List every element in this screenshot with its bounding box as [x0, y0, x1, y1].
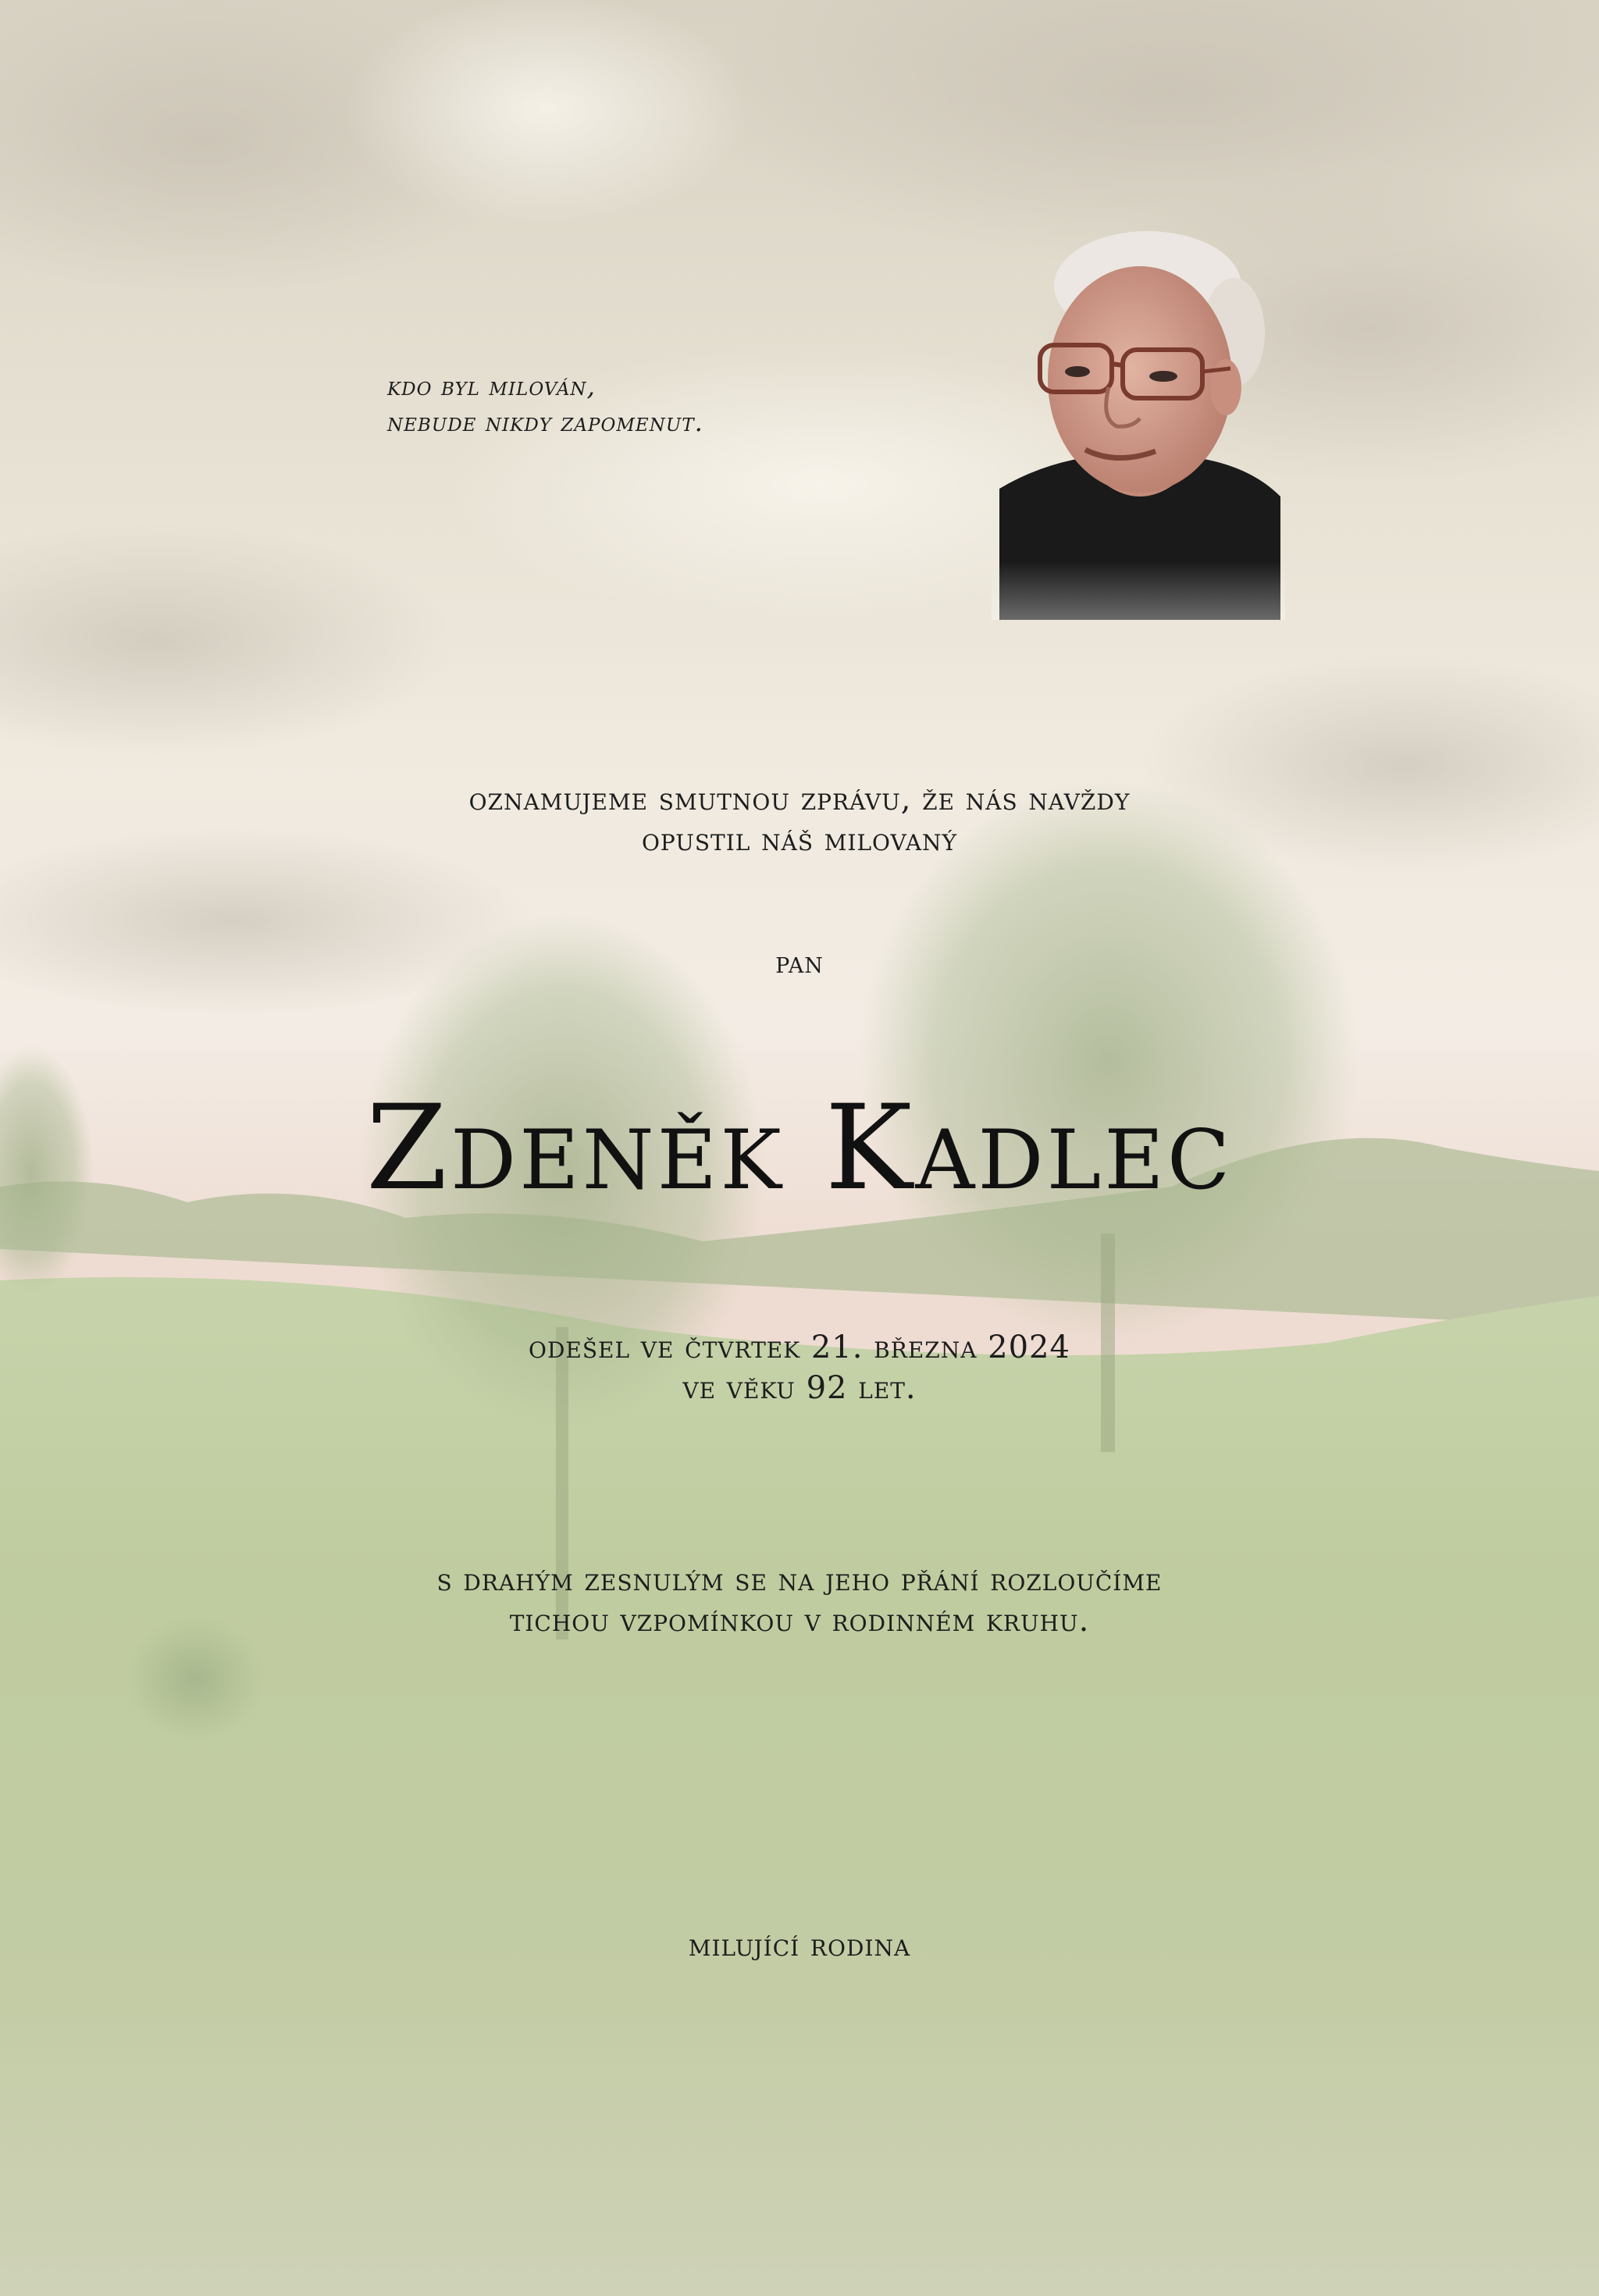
deceased-name: Zdeněk Kadlec [365, 1080, 1234, 1216]
farewell-line-2: tichou vzpomínkou v rodinném kruhu. [509, 1603, 1090, 1639]
motto-line-1: kdo byl milován, [387, 371, 597, 401]
death-line-2: ve věku 92 let. [682, 1370, 917, 1406]
motto-line-2: nebude nikdy zapomenut. [387, 407, 704, 437]
farewell-line-1: s drahým zesnulým se na jeho přání rozloučíme [436, 1562, 1163, 1598]
signature-text: milující rodina [688, 1928, 911, 1963]
deceased-portrait-photo [992, 231, 1285, 620]
farewell-text [0, 1560, 1599, 1641]
motto-quote [387, 368, 703, 440]
honorific-title: pan [775, 945, 824, 980]
announcement-text [0, 779, 1599, 860]
death-date-text [0, 1327, 1599, 1408]
announcement-line-2: opustil náš milovaný [641, 822, 958, 858]
death-line-1: odešel ve čtvrtek 21. března 2024 [529, 1330, 1070, 1365]
announcement-line-1: oznamujeme smutnou zprávu, že nás navždy [468, 781, 1131, 817]
